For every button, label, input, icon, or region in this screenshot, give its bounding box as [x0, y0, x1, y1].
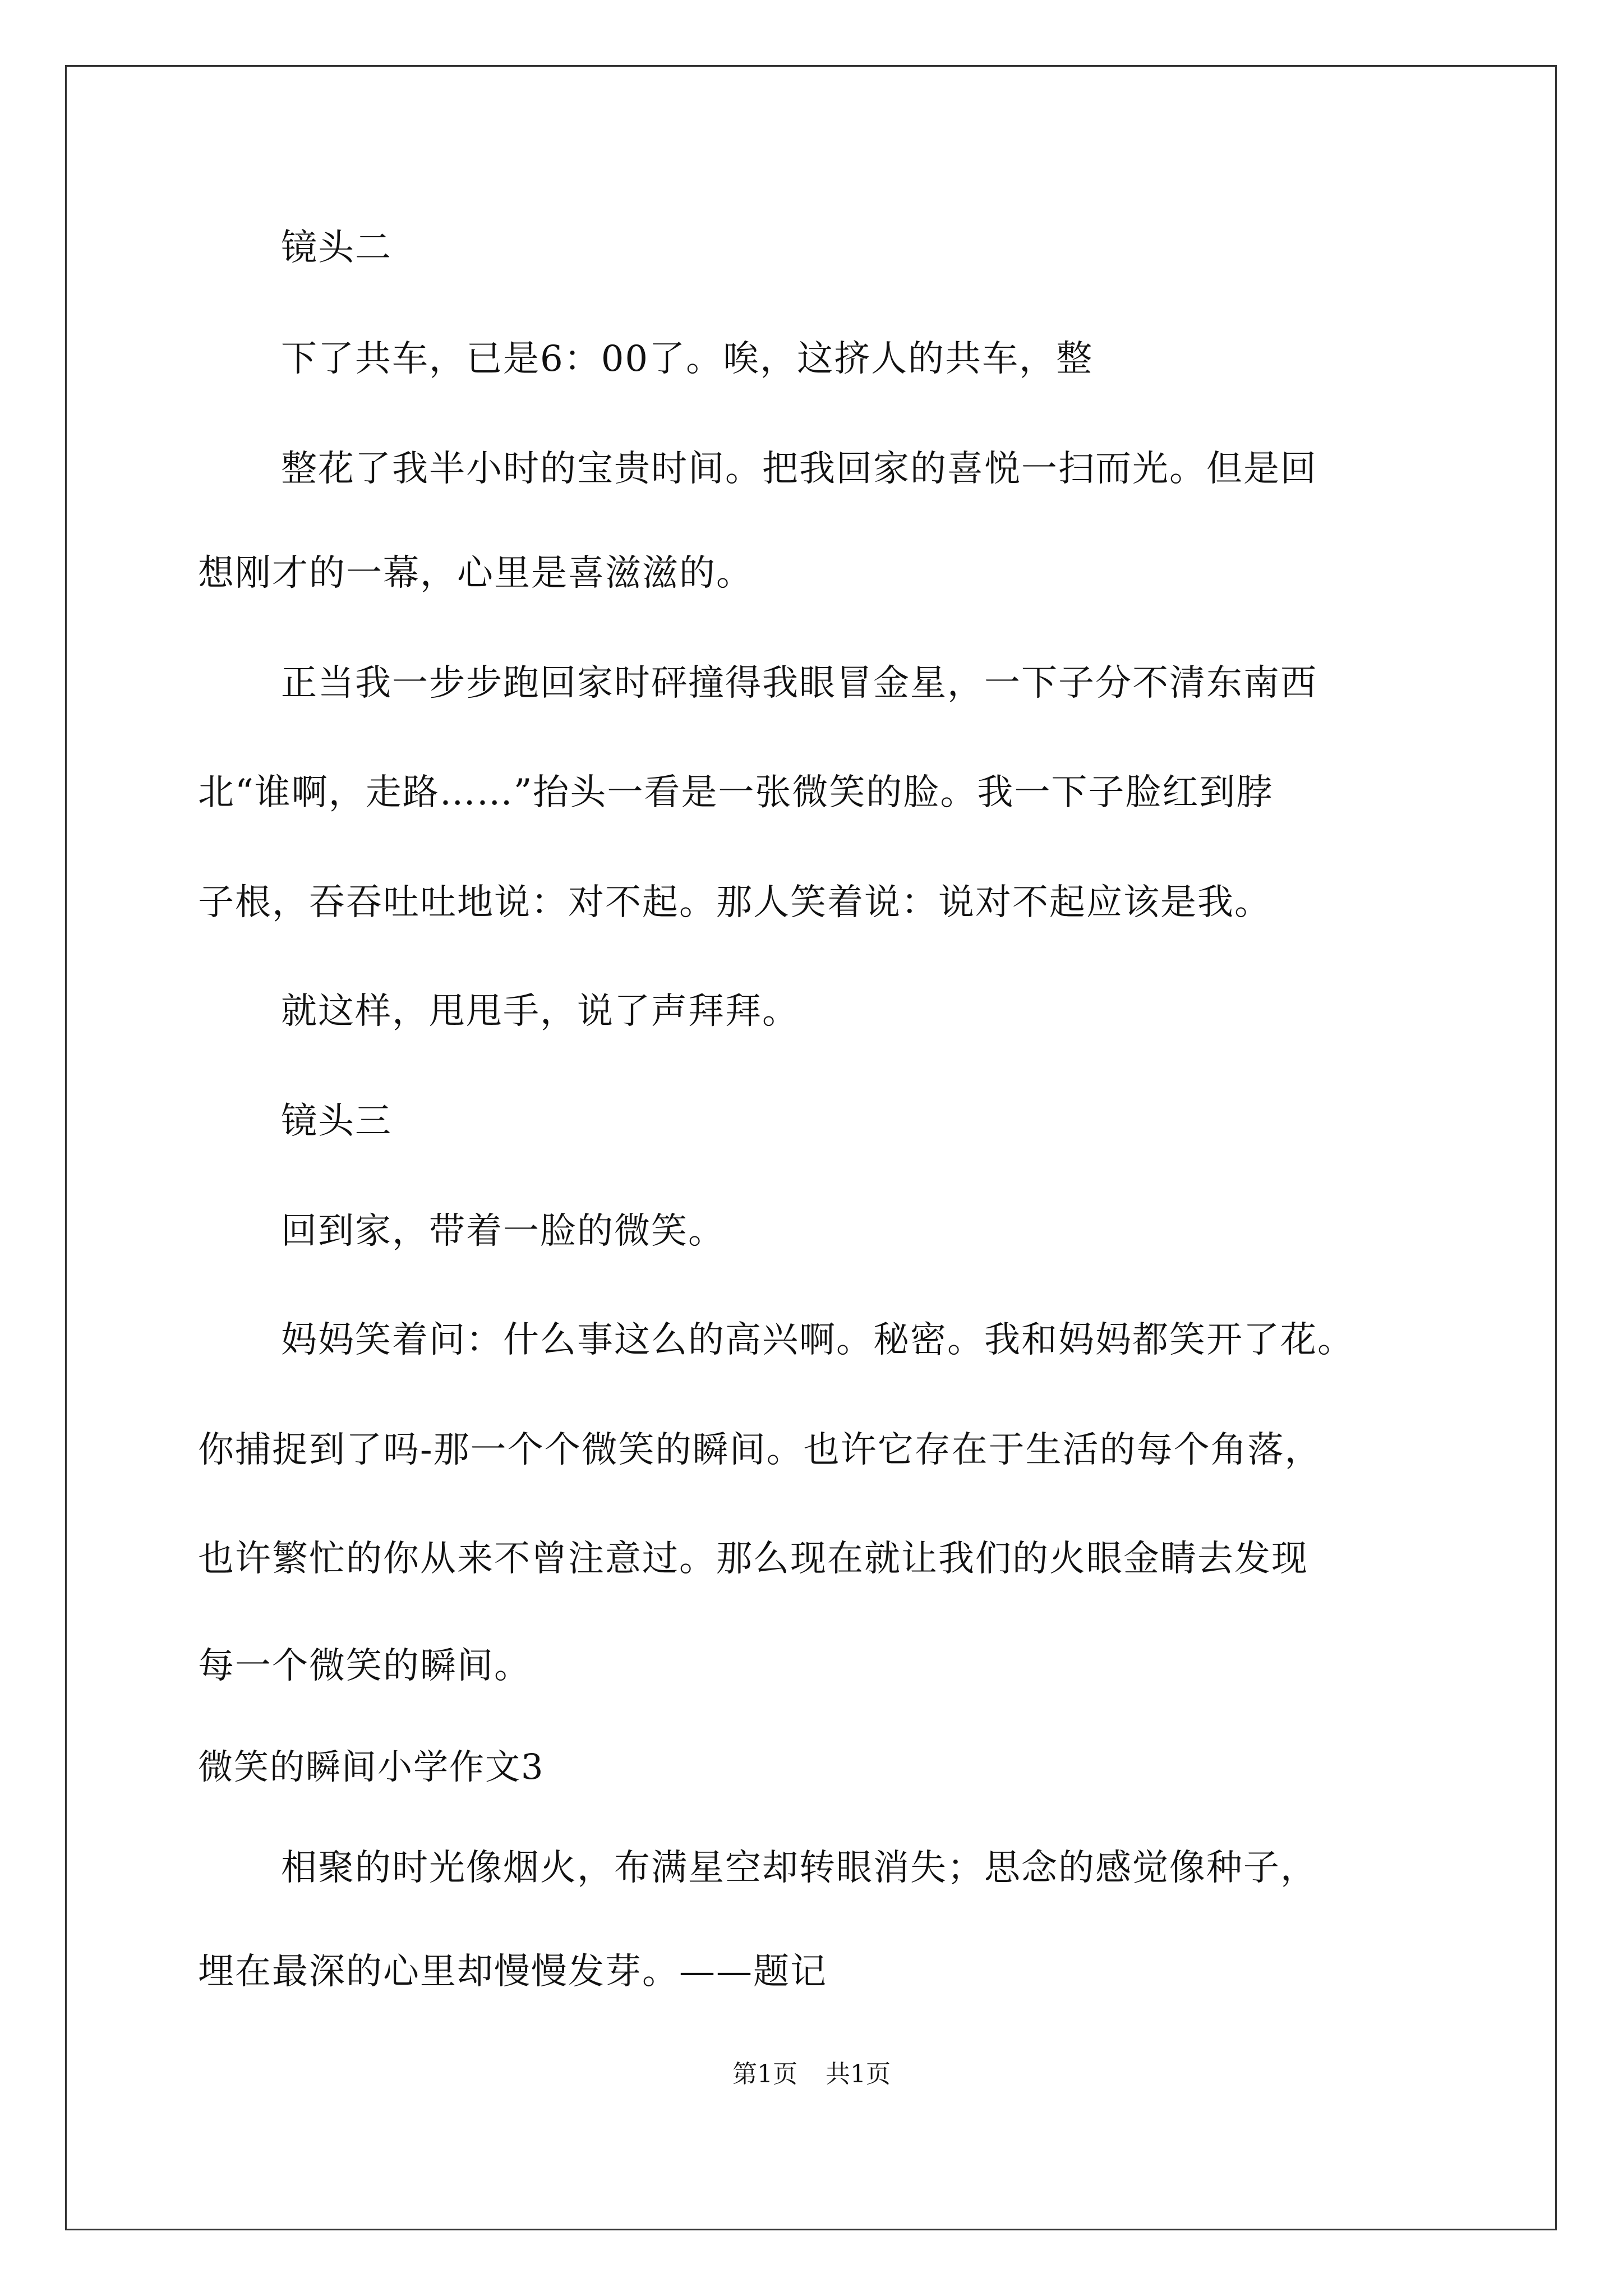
paragraph-line: 子根，吞吞吐吐地说：对不起。那人笑着说：说对不起应该是我。 [198, 882, 1271, 923]
paragraph-line: 相聚的时光像烟火，布满星空却转眼消失；思念的感觉像种子， [281, 1847, 1317, 1889]
page-frame [65, 65, 1557, 2230]
paragraph-line: 也许繁忙的你从来不曾注意过。那么现在就让我们的火眼金睛去发现 [198, 1538, 1308, 1580]
page-number-total: 共1页 [826, 2060, 891, 2088]
paragraph-line: 妈妈笑着问：什么事这么的高兴啊。秘密。我和妈妈都笑开了花。 [281, 1319, 1354, 1361]
paragraph-line: 想刚才的一幕，心里是喜滋滋的。 [198, 553, 753, 594]
paragraph-line: 正当我一步步跑回家时砰撞得我眼冒金星，一下子分不清东南西 [281, 662, 1317, 704]
page-footer [0, 2058, 1623, 2091]
paragraph-line: 北“谁啊，走路……”抬头一看是一张微笑的脸。我一下子脸红到脖 [198, 772, 1274, 813]
paragraph-line: 你捕捉到了吗-那一个个微笑的瞬间。也许它存在于生活的每个角落， [198, 1429, 1322, 1471]
page-number-current: 第1页 [732, 2060, 797, 2088]
paragraph-line: 每一个微笑的瞬间。 [198, 1645, 531, 1687]
essay-title: 微笑的瞬间小学作文3 [198, 1746, 545, 1787]
paragraph-line: 回到家，带着一脸的微笑。 [281, 1211, 725, 1252]
paragraph-line: 下了共车，已是6：00了。唉，这挤人的共车，整 [281, 338, 1094, 380]
section-heading-shot-3: 镜头三 [281, 1101, 392, 1142]
section-heading-shot-2: 镜头二 [281, 227, 392, 269]
paragraph-line: 就这样，甩甩手，说了声拜拜。 [281, 991, 799, 1032]
paragraph-line: 埋在最深的心里却慢慢发芽。——题记 [198, 1951, 827, 1993]
paragraph-line: 整花了我半小时的宝贵时间。把我回家的喜悦一扫而光。但是回 [281, 448, 1317, 490]
